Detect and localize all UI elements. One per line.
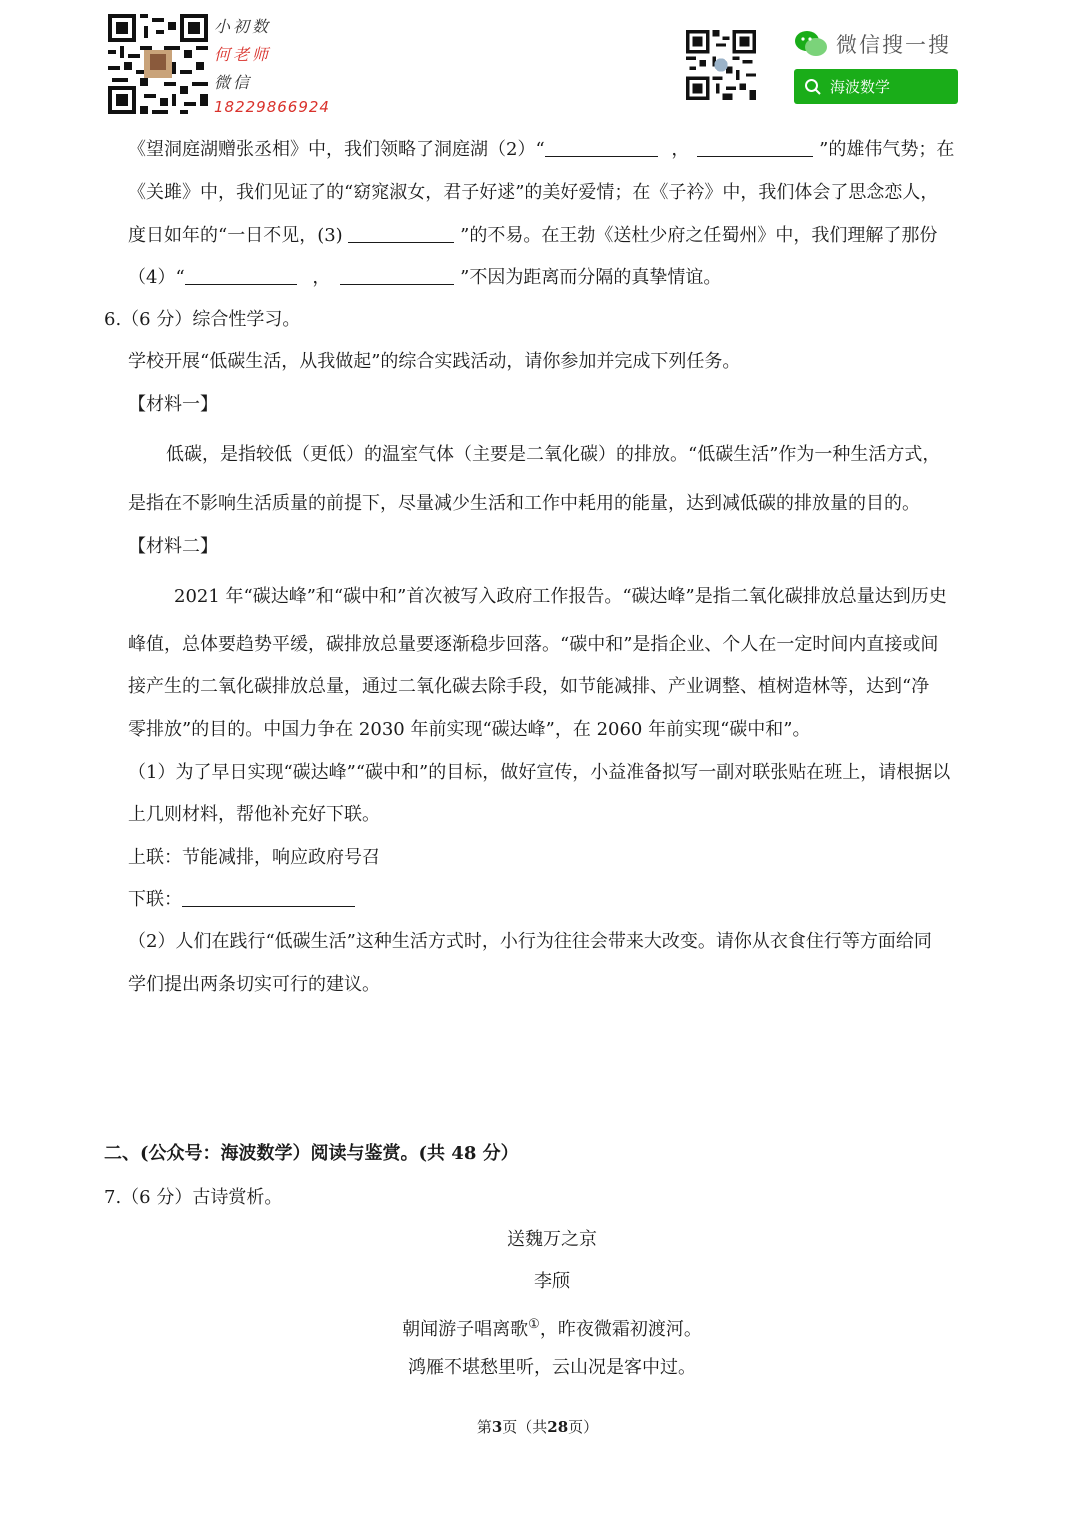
handwritten-phone: 18229866924 [214, 98, 330, 116]
qr-code-image [108, 14, 208, 114]
q5-line-3: 度日如年的“一日不见，(3) ”的不易。在王勃《送杜少府之任蜀州》中，我们理解了那份 [128, 225, 938, 246]
wechat-icon [794, 30, 828, 58]
material-1-label: 【材料一】 [128, 394, 218, 415]
material-2-line-1: 2021 年“碳达峰”和“碳中和”首次被写入政府工作报告。“碳达峰”是指二氧化碳排放总量达到历史 [174, 586, 947, 607]
handwritten-line-2: 何老师 [214, 45, 272, 64]
q6-intro: 学校开展“低碳生活，从我做起”的综合实践活动，请你参加并完成下列任务。 [128, 351, 741, 372]
answer-blank[interactable] [185, 267, 297, 285]
search-icon [804, 78, 822, 96]
qr-code-image [686, 30, 756, 100]
handwritten-line-3: 微信 [214, 73, 253, 92]
material-1-line-2: 是指在不影响生活质量的前提下，尽量减少生活和工作中耗用的能量，达到减低碳的排放量的目的。 [128, 493, 920, 514]
material-2-line-2: 峰值，总体要趋势平缓，碳排放总量要逐渐稳步回落。“碳中和”是指企业、个人在一定时间内直接或间 [128, 634, 939, 655]
material-1-line-1: 低碳，是指较低（更低）的温室气体（主要是二氧化碳）的排放。“低碳生活”作为一种生活方式， [166, 444, 941, 465]
material-2-line-3: 接产生的二氧化碳排放总量，通过二氧化碳去除手段，如节能减排、产业调整、植树造林等，达到“净 [128, 676, 930, 697]
poem-line-1: 朝闻游子唱离歌①，昨夜微霜初渡河。 [402, 1317, 702, 1340]
page-number: 第3页（共28页） [476, 1418, 599, 1436]
material-2-line-4: 零排放”的目的。中国力争在 2030 年前实现“碳达峰”，在 2060 年前实现“碳中和”。 [128, 719, 811, 740]
material-2-label: 【材料二】 [128, 536, 218, 557]
section-2-heading: 二、(公众号：海波数学）阅读与鉴赏。(共 48 分） [104, 1143, 519, 1164]
q6-title: 6.（6 分）综合性学习。 [104, 309, 301, 330]
lower-couplet: 下联： [128, 888, 355, 912]
lower-couplet-blank[interactable] [182, 889, 355, 907]
wechat-search-title: 微信搜一搜 [794, 28, 951, 60]
q6-sub2-line-1: （2）人们在践行“低碳生活”这种生活方式时，小行为往往会带来大改变。请你从衣食住行等方面给同 [128, 931, 932, 952]
q5-line-2: 《关雎》中，我们见证了的“窈窕淑女，君子好逑”的美好爱情；在《子衿》中，我们体会了思念恋人， [128, 182, 939, 203]
q7-title: 7.（6 分）古诗赏析。 [104, 1187, 283, 1208]
q5-line-1: 《望洞庭湖赠张丞相》中，我们领略了洞庭湖（2）“ ， ”的雄伟气势；在 [128, 139, 955, 160]
upper-couplet: 上联：节能减排，响应政府号召 [128, 847, 380, 868]
page-header [0, 0, 1080, 125]
q6-sub1-line-1: （1）为了早日实现“碳达峰”“碳中和”的目标，做好宣传，小益准备拟写一副对联张贴在班上，请根据以 [128, 762, 951, 783]
wechat-search-button-label: 海波数学 [830, 78, 891, 96]
footnote-mark: ① [528, 1317, 540, 1332]
q5-line-4: （4）“ ， ”不因为距离而分隔的真挚情谊。 [128, 267, 722, 288]
answer-blank[interactable] [348, 225, 454, 243]
handwritten-line-1: 小初数 [214, 17, 272, 36]
q6-sub2-line-2: 学们提出两条切实可行的建议。 [128, 974, 380, 995]
poem-title: 送魏万之京 [507, 1229, 597, 1250]
answer-blank[interactable] [340, 267, 454, 285]
poem-line-2: 鸿雁不堪愁里听，云山况是客中过。 [408, 1357, 696, 1378]
poem-author: 李颀 [534, 1271, 570, 1292]
answer-blank[interactable] [697, 139, 813, 157]
q6-sub1-line-2: 上几则材料，帮他补充好下联。 [128, 804, 380, 825]
answer-blank[interactable] [545, 139, 658, 157]
wechat-search-button[interactable] [794, 69, 958, 104]
